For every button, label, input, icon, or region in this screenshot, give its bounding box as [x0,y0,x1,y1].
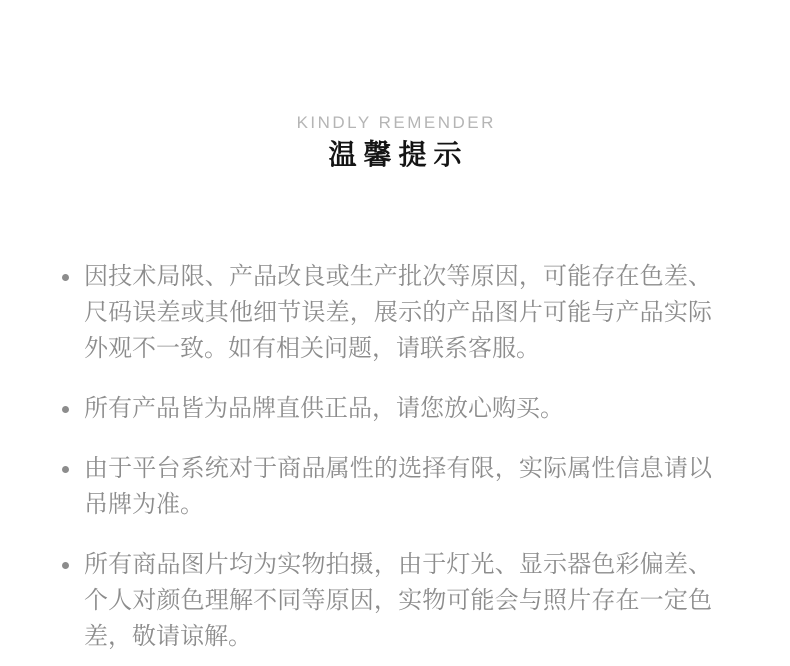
notice-item [84,259,712,367]
notice-item [84,451,712,523]
notice-item [84,391,712,427]
notice-text: 所有产品皆为品牌直供正品，请您放心购买。 [84,395,564,422]
bullet-icon [62,406,69,413]
bullet-icon [62,274,69,281]
notice-text: 由于平台系统对于商品属性的选择有限，实际属性信息请以吊牌为准。 [84,455,712,518]
bullet-icon [62,466,69,473]
reminder-subtitle-en: KINDLY REMENDER [296,113,496,132]
bullet-icon [62,562,69,569]
notice-text: 因技术局限、产品改良或生产批次等原因，可能存在色差、尺码误差或其他细节误差，展示的产品图片可能与产品实际外观不一致。如有相关问题，请联系客服。 [84,263,712,362]
notice-text: 所有商品图片均为实物拍摄，由于灯光、显示器色彩偏差、个人对颜色理解不同等原因，实物可能会与照片存在一定色差，敬请谅解。 [84,551,712,650]
reminder-title: 温馨提示 [328,139,469,170]
notice-item [84,547,712,655]
reminder-header [0,0,790,169]
notice-list [84,259,712,655]
